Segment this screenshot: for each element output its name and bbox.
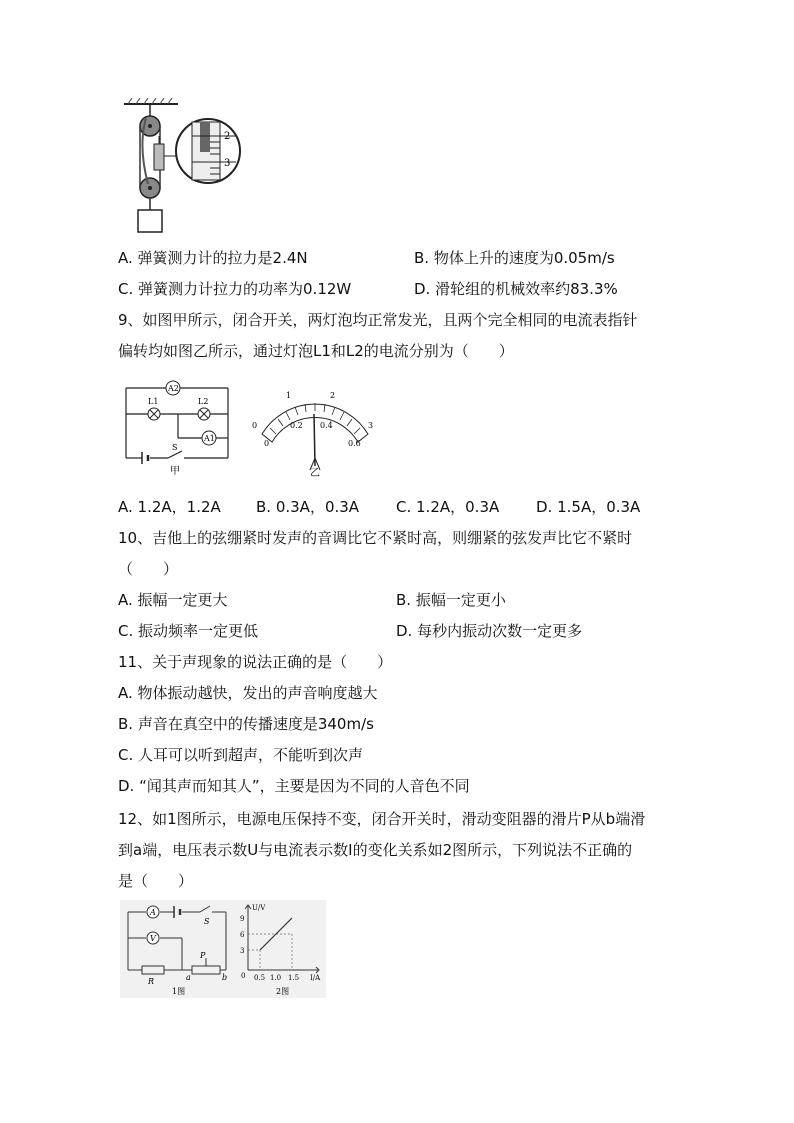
ammeter-a1-label: A1 xyxy=(204,434,215,443)
fig1-caption: 1图 xyxy=(172,987,186,996)
q8-option-d: D. 滑轮组的机械效率约83.3% xyxy=(414,280,618,298)
q9-ammeter-dial xyxy=(250,384,380,480)
q12-circuit-figure xyxy=(120,900,236,998)
fig2-caption: 2图 xyxy=(276,987,290,996)
switch-s-label: S xyxy=(172,443,178,452)
dial-outer-2: 2 xyxy=(330,391,336,400)
q12-stem-line2: 到a端，电压表示数U与电流表示数I的变化关系如2图所示，下列说法不正确的 xyxy=(118,841,633,859)
fig1-ammeter-label: A xyxy=(150,908,156,917)
fig1-end-a-label: a xyxy=(186,973,191,982)
fig2-x-tick-05: 0.5 xyxy=(254,974,266,982)
q10-stem-line1: 10、吉他上的弦绷紧时发声的音调比它不紧时高，则绷紧的弦发声比它不紧时 xyxy=(118,529,633,547)
fig1-end-b-label: b xyxy=(222,973,228,982)
q12-graph-figure xyxy=(236,900,326,998)
q9-option-d: D. 1.5A，0.3A xyxy=(536,498,641,516)
q9-option-c: C. 1.2A，0.3A xyxy=(396,498,500,516)
q11-option-c: C. 人耳可以听到超声，不能听到次声 xyxy=(118,746,364,764)
fig-yi-label: 乙 xyxy=(310,468,320,479)
dial-inner-06: 0.6 xyxy=(348,439,361,448)
q11-option-b: B. 声音在真空中的传播速度是340m/s xyxy=(118,715,374,733)
q12-stem-line1: 12、如1图所示，电源电压保持不变，闭合开关时，滑动变阻器的滑片P从b端滑 xyxy=(118,810,646,828)
q9-stem-line1: 9、如图甲所示，闭合开关，两灯泡均正常发光，且两个完全相同的电流表指针 xyxy=(118,311,638,329)
dial-inner-02: 0.2 xyxy=(290,421,303,430)
dial-outer-1: 1 xyxy=(286,391,292,400)
q8-option-a: A. 弹簧测力计的拉力是2.4N xyxy=(118,249,308,267)
q9-option-a: A. 1.2A，1.2A xyxy=(118,498,221,516)
q10-option-b: B. 振幅一定更小 xyxy=(396,591,506,609)
fig2-y-tick-6: 6 xyxy=(240,931,245,939)
dial-inner-0: 0 xyxy=(264,439,270,448)
fig-jia-label: 甲 xyxy=(170,466,180,476)
fig2-x-label: I/A xyxy=(310,974,321,982)
fig2-x-tick-10: 1.0 xyxy=(270,974,282,982)
fig2-origin: 0 xyxy=(241,972,246,980)
fig2-y-tick-3: 3 xyxy=(240,947,245,955)
q12-stem-line3: 是（ ） xyxy=(118,872,194,890)
q11-stem: 11、关于声现象的说法正确的是（ ） xyxy=(118,653,393,671)
pulley-figure xyxy=(118,96,248,236)
lamp-l1-label: L1 xyxy=(148,397,159,406)
q9-stem-line2: 偏转均如图乙所示，通过灯泡L1和L2的电流分别为（ ） xyxy=(118,342,514,360)
fig2-y-label: U/V xyxy=(252,904,266,912)
fig1-slider-label: P xyxy=(200,951,206,960)
q10-stem-line2: （ ） xyxy=(118,560,179,578)
q8-option-b: B. 物体上升的速度为0.05m/s xyxy=(414,249,615,267)
fig1-resistor-label: R xyxy=(148,977,155,986)
dial-inner-04: 0.4 xyxy=(320,421,333,430)
scale-mark-3: 3 xyxy=(224,158,231,169)
scale-mark-2: 2 xyxy=(224,131,231,142)
fig2-x-tick-15: 1.5 xyxy=(288,974,300,982)
fig2-y-tick-9: 9 xyxy=(240,915,245,923)
q8-option-c: C. 弹簧测力计拉力的功率为0.12W xyxy=(118,280,352,298)
ammeter-a2-label: A2 xyxy=(168,384,179,393)
q9-circuit-figure xyxy=(118,376,238,476)
dial-outer-3: 3 xyxy=(368,421,374,430)
lamp-l2-label: L2 xyxy=(198,397,209,406)
fig1-voltmeter-label: V xyxy=(150,934,156,943)
q10-option-c: C. 振动频率一定更低 xyxy=(118,622,259,640)
dial-outer-0: 0 xyxy=(252,421,258,430)
q9-option-b: B. 0.3A，0.3A xyxy=(256,498,360,516)
q11-option-a: A. 物体振动越快，发出的声音响度越大 xyxy=(118,684,378,702)
fig1-switch-label: S xyxy=(204,917,210,926)
q11-option-d: D. “闻其声而知其人”，主要是因为不同的人音色不同 xyxy=(118,777,470,795)
q10-option-d: D. 每秒内振动次数一定更多 xyxy=(396,622,583,640)
q10-option-a: A. 振幅一定更大 xyxy=(118,591,228,609)
